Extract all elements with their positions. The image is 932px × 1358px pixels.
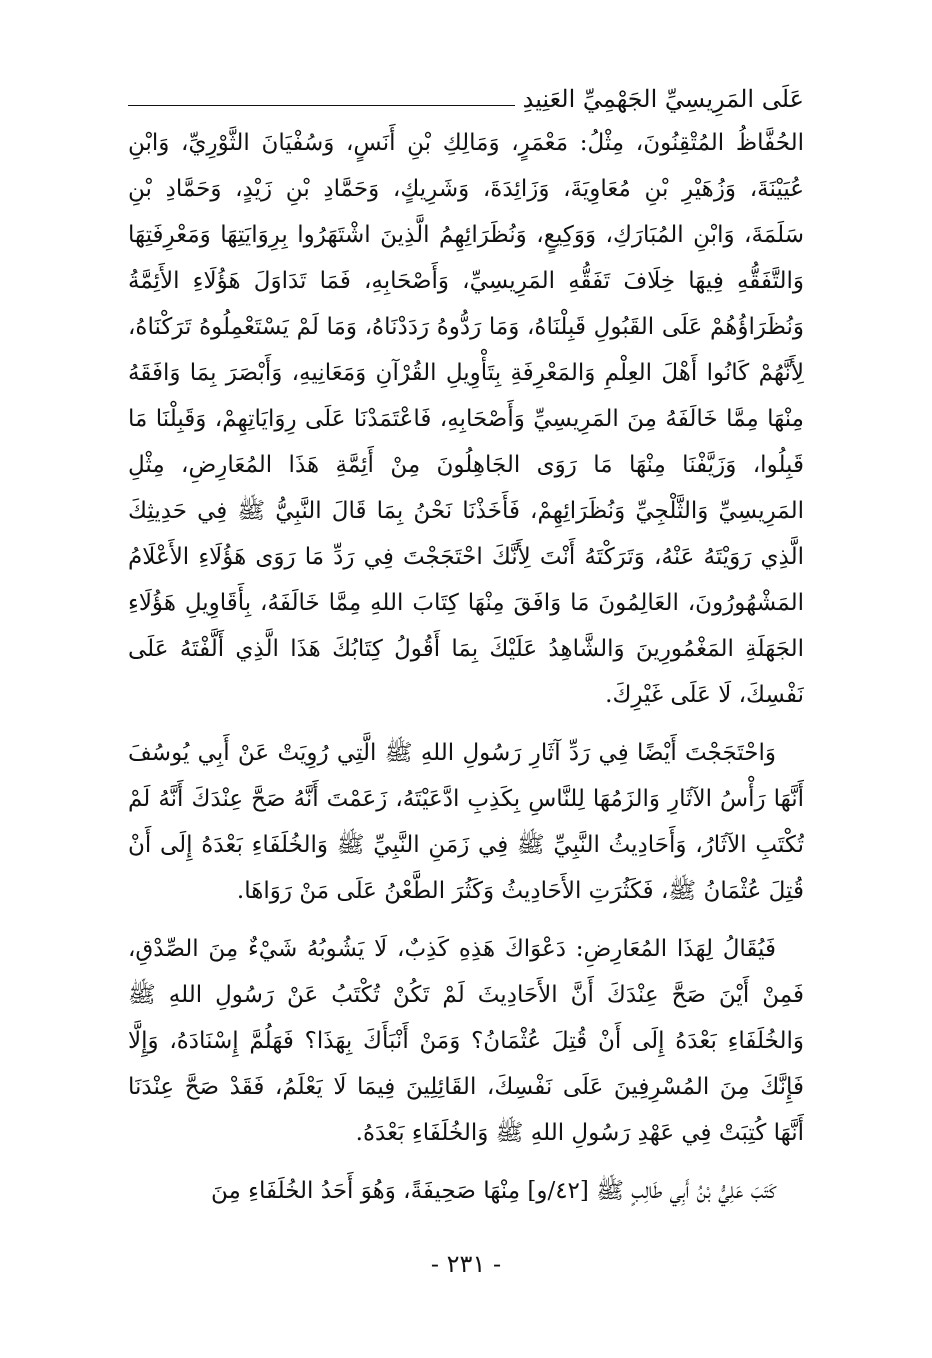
paragraph-2: وَاحْتَجَجْتَ أَيْضًا فِي رَدِّ آثَارِ رَسُولِ اللهِ ﷺ الَّتِي رُوِيَتْ عَنْ أَبِي يُوسُفَ أَنَّهَا رَأْسُ الآثَارِ وَالزَمُهَا لِلنَّاسِ بِكَذِبِ ادَّعَيْتَهُ، زَعَمْتَ أَنَّهُ صَحَّ عِنْدَكَ أَنَّهُ لَمْ تُكْتَبِ الآثَارُ، وَأَحَادِيثُ النَّبِيِّ ﷺ فِي زَمَنِ النَّبِيِّ ﷺ وَالخُلَفَاءِ بَعْدَهُ إِلَى أَنْ قُتِلَ عُثْمَانُ ﷺ، فَكَثُرَتِ الأَحَادِيثُ وَكَثُرَ الطَّعْنُ عَلَى مَنْ رَوَاهَا.	[128, 740, 804, 904]
page-number: - ٢٣١ -	[430, 1250, 502, 1278]
paragraph-1: الحُفَّاظُ المُتْقِنُونَ، مِثْلُ: مَعْمَرٍ، وَمَالِكِ بْنِ أَنَسٍ، وَسُفْيَانَ الثَّوْرِيِّ، وَابْنِ عُيَيْنَةَ، وَزُهَيْرِ بْنِ مُعَاوِيَةَ، وَزَائِدَةَ، وَشَرِيكٍ، وَحَمَّادِ بْنِ زَيْدٍ، وَحَمَّادِ بْنِ سَلَمَةَ، وَابْنِ المُبَارَكِ، وَوَكِيعٍ، وَنُظَرَائِهِمُ الَّذِينَ اشْتَهَرُوا بِرِوَايَتِهَا وَمَعْرِفَتِهَا وَالتَّفَقُّهِ فِيهَا خِلَافَ تَفَقُّهِ المَرِيسِيِّ، وَأَصْحَابِهِ، فَمَا تَدَاوَلَ هَؤُلَاءِ الأَئِمَّةُ وَنُظَرَاؤُهُمْ عَلَى القَبُولِ قَبِلْنَاهُ، وَمَا رَدُّوهُ رَدَدْنَاهُ، وَمَا لَمْ يَسْتَعْمِلُوهُ تَرَكْنَاهُ، لِأَنَّهُمْ كَانُوا أَهْلَ العِلْمِ وَالمَعْرِفَةِ بِتَأْوِيلِ القُرْآنِ وَمَعَانِيهِ، وَأَبْصَرَ بِمَا وَافَقَهُ مِنْهَا مِمَّا خَالَفَهُ مِنَ المَرِيسِيِّ وَأَصْحَابِهِ، فَاعْتَمَدْنَا عَلَى رِوَايَاتِهِمْ، وَقَبِلْنَا مَا قَبِلُوا، وَزَيَّفْنَا مِنْهَا مَا رَوَى الجَاهِلُونَ مِنْ أَئِمَّةِ هَذَا المُعَارِضِ، مِثْلِ المَرِيسِيِّ وَالثَّلْجِيِّ وَنُظَرَائِهِمْ، فَأَخَذْنَا نَحْنُ بِمَا قَالَ النَّبِيُّ ﷺ فِي حَدِيثِكَ الَّذِي رَوَيْتَهُ عَنْهُ، وَتَرَكْتَهُ أَنْتَ لِأَنَّكَ احْتَجَجْتَ فِي رَدِّ مَا رَوَى هَؤُلَاءِ الأَعْلَامُ المَشْهُورُونَ، العَالِمُونَ مَا وَافَقَ مِنْهَا كِتَابَ اللهِ مِمَّا خَالَفَهُ، بِأَقَاوِيلِ هَؤُلَاءِ الجَهَلَةِ المَغْمُورِينَ وَالشَّاهِدُ عَلَيْكَ بِمَا أَقُولُ كِتَابُكَ هَذَا الَّذِي أَلَّفْتَهُ عَلَى نَفْسِكَ، لَا عَلَى غَيْرِكَ.	[128, 130, 804, 708]
body-text	[128, 120, 804, 1240]
running-header	[128, 74, 804, 114]
header-title: عَلَى المَرِيسِيِّ الجَهْمِيِّ العَنِيدِ	[522, 85, 804, 113]
paragraph-4: كَتَبَ عَلِيُّ بْنُ أَبِي طَالِبٍ ﷺ [٤٢/و] مِنْهَا صَحِيفَةً، وَهُوَ أَحَدُ الخُلَفَاءِ مِنَ	[210, 1178, 776, 1204]
paragraph-3: فَيُقَالُ لِهَذَا المُعَارِضِ: دَعْوَاكَ هَذِهِ كَذِبٌ، لَا يَشُوبُهُ شَيْءٌ مِنَ الصِّدْقِ، فَمِنْ أَيْنَ صَحَّ عِنْدَكَ أَنَّ الأَحَادِيثَ لَمْ تَكُنْ تُكْتَبُ عَنْ رَسُولِ اللهِ ﷺ وَالخُلَفَاءِ بَعْدَهُ إِلَى أَنْ قُتِلَ عُثْمَانُ؟ وَمَنْ أَنْبَأَكَ بِهَذَا؟ فَهَلُمَّ إِسْنَادَهُ، وَإِلَّا فَإِنَّكَ مِنَ المُسْرِفِينَ عَلَى نَفْسِكَ، القَائِلِينَ فِيمَا لَا يَعْلَمُ، فَقَدْ صَحَّ عِنْدَنَا أَنَّهَا كُتِبَتْ فِي عَهْدِ رَسُولِ اللهِ ﷺ وَالخُلَفَاءِ بَعْدَهُ.	[128, 936, 804, 1146]
header-rule	[128, 105, 515, 106]
